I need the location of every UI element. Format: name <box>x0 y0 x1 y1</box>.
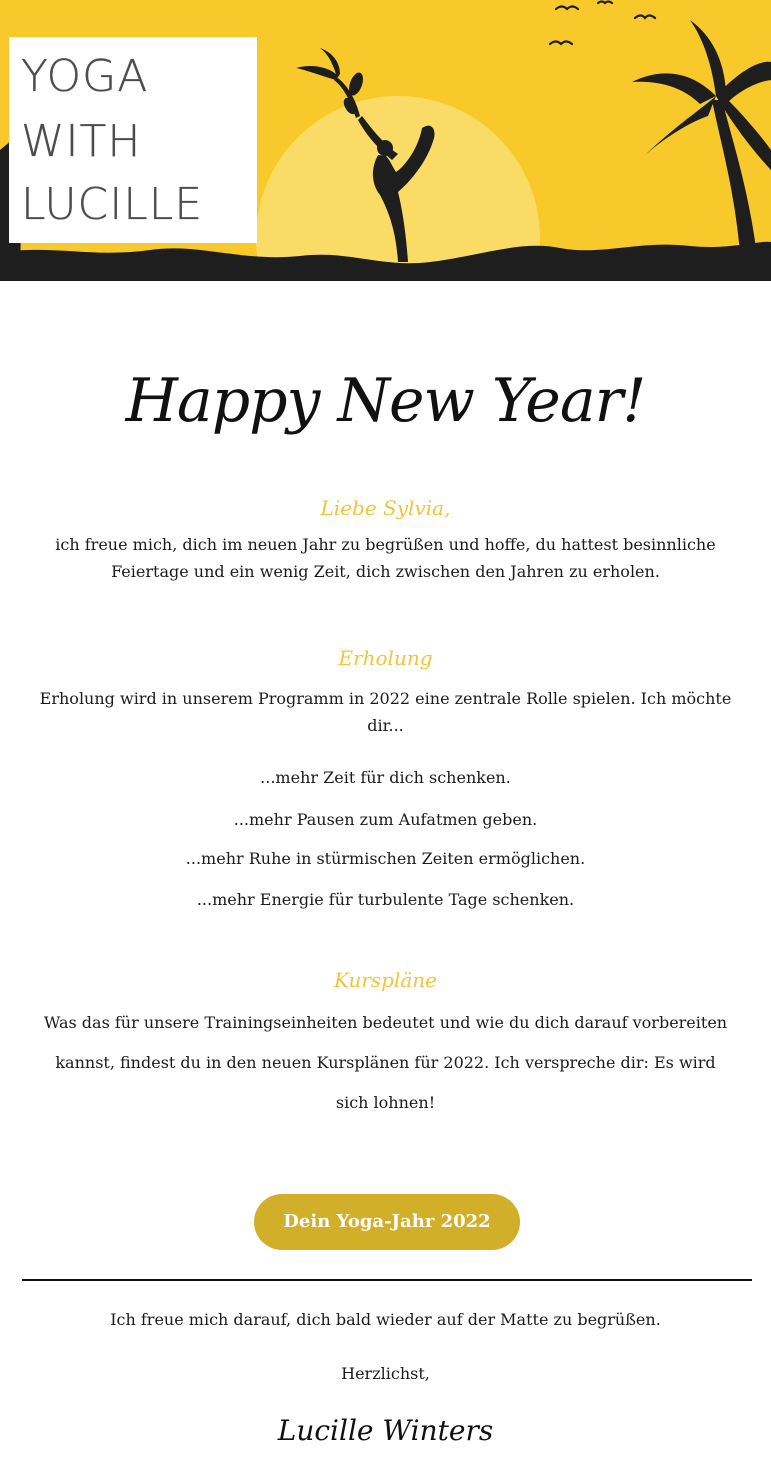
closing-text: Ich freue mich darauf, dich bald wieder auf der Matte zu begrüßen. <box>110 1310 661 1329</box>
list-item: ...mehr Ruhe in stürmischen Zeiten ermöglichen. <box>185 849 586 868</box>
logo-line-3: LUCILLE <box>21 179 204 230</box>
signature: Lucille Winters <box>277 1414 494 1447</box>
section-heading-erholung: Erholung <box>338 646 433 670</box>
greeting: Liebe Sylvia, <box>320 496 451 520</box>
divider <box>22 1279 752 1281</box>
yoga-year-button[interactable]: Dein Yoga-Jahr 2022 <box>254 1194 520 1250</box>
intro-paragraph: ich freue mich, dich im neuen Jahr zu begrüßen und hoffe, du hattest besinnliche Feiertage und ein wenig Zeit, dich zwischen den Jahren zu erholen. <box>55 535 716 581</box>
section-heading-kursplaene: Kurspläne <box>333 968 438 992</box>
logo[interactable] <box>9 37 257 243</box>
list-item: ...mehr Energie für turbulente Tage schenken. <box>196 890 575 909</box>
erholung-paragraph: Erholung wird in unserem Programm in 2022 eine zentrale Rolle spielen. Ich möchte dir... <box>39 689 732 735</box>
logo-line-2: WITH <box>21 116 142 167</box>
header-banner <box>0 0 771 281</box>
list-item: ...mehr Pausen zum Aufatmen geben. <box>233 810 538 829</box>
salutation: Herzlichst, <box>341 1364 430 1383</box>
kursplaene-paragraph: Was das für unsere Trainingseinheiten bedeutet und wie du dich darauf vorbereiten kannst, findest du in den neuen Kursplänen für 2022. Ich verspreche dir: Es wird sich lohnen! <box>43 1013 728 1112</box>
logo-line-1: YOGA <box>21 51 149 102</box>
page-title: Happy New Year! <box>125 366 646 436</box>
list-item: ...mehr Zeit für dich schenken. <box>260 768 511 787</box>
